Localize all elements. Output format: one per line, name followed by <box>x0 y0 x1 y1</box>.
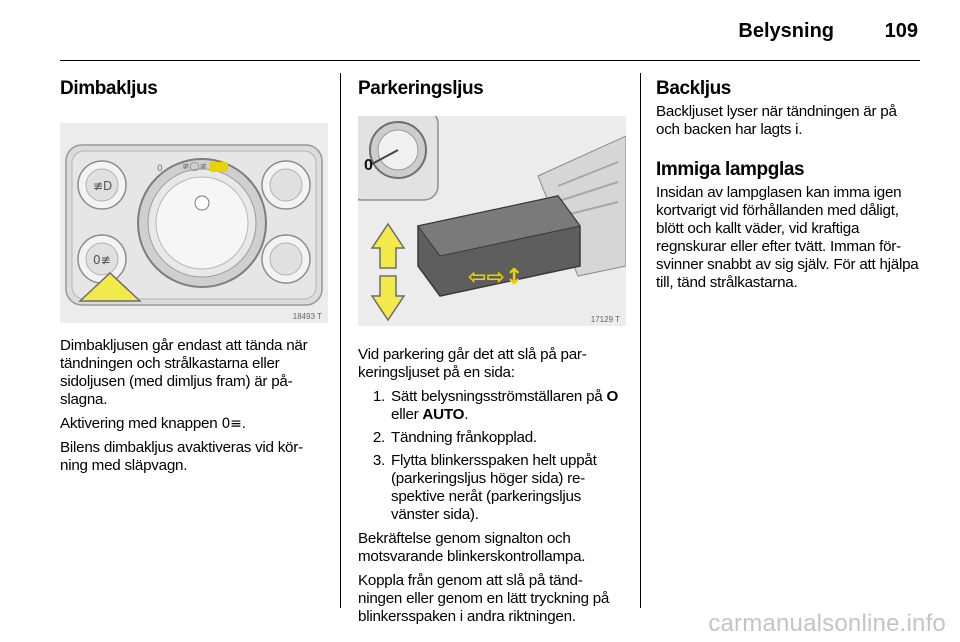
parking-confirm-paragraph: Bekräftelse genom signalton och motsvarande blinkerskontrollampa. <box>358 530 586 565</box>
svg-text:≢D: ≢D <box>93 179 113 193</box>
parking-light-section <box>358 78 626 626</box>
svg-text:≢◯≢: ≢◯≢ <box>182 162 208 172</box>
fogged-lenses-heading: Immiga lampglas <box>656 159 805 180</box>
svg-text:0: 0 <box>157 164 163 174</box>
indicator-stalk-illustration <box>358 116 626 326</box>
parking-light-heading: Parkeringsljus <box>358 78 484 99</box>
parking-intro: Vid parkering går det att slå på par-keringsljuset på en sida: <box>358 346 587 381</box>
section-name: Belysning <box>738 20 834 42</box>
light-switch-illustration <box>60 123 328 323</box>
step-item: 3. Flytta blinkersspaken helt uppåt (parkeringsljus höger sida) re-spektive neråt (parkeringsljus vänster sida). <box>372 452 597 523</box>
svg-text:⇦⇨↕: ⇦⇨↕ <box>468 265 524 290</box>
svg-text:0≢: 0≢ <box>93 253 111 267</box>
rear-fog-light-icon: 0≡ <box>221 416 242 432</box>
header-rule <box>60 60 920 61</box>
rear-fog-light-heading: Dimbakljus <box>60 78 158 99</box>
reversing-light-heading: Backljus <box>656 78 731 99</box>
indicator-stalk-figure <box>358 116 626 326</box>
step-item: 1. Sätt belysningsströmställaren på O eller AUTO. <box>372 388 619 423</box>
reversing-light-section <box>656 78 924 292</box>
light-switch-figure <box>60 123 328 323</box>
activation-text: Aktivering med knappen <box>60 415 218 432</box>
step-item: 2. Tändning frånkopplad. <box>372 429 537 446</box>
fog-light-paragraph-2 <box>60 415 328 433</box>
reversing-light-paragraph: Backljuset lyser när tändningen är på och backen har lagts i. <box>656 103 897 138</box>
figure-code: 18493 T <box>292 312 322 321</box>
fog-light-paragraph-3: Bilens dimbakljus avaktiveras vid kör-ning med släpvagn. <box>60 439 303 474</box>
page-number: 109 <box>884 20 918 42</box>
column-divider-2 <box>640 73 641 608</box>
fog-light-paragraph-1: Dimbakljusen går endast att tända när tändningen och strålkastarna eller sidoljusen (med dimljus fram) är på-slagna. <box>60 337 308 408</box>
rear-fog-light-section <box>60 78 328 475</box>
watermark: carmanualsonline.info <box>708 610 946 637</box>
fogged-lenses-paragraph: Insidan av lampglasen kan imma igen kortvarigt vid förhållanden med dåligt, blött och kallt väder, vid kraftiga regnskurar eller efter tvätt. Imman för-svinner snabbt av sig själv. För att hjälpa till, tänd strålkastarna. <box>656 184 919 291</box>
parking-steps <box>358 388 626 524</box>
figure-code: 17129 T <box>590 315 620 324</box>
switch-position-label: 0 <box>364 157 373 174</box>
activation-end: . <box>241 415 246 432</box>
page-header <box>60 16 920 60</box>
parking-off-paragraph: Koppla från genom att slå på tänd-ningen eller genom en lätt tryckning på blinkersspaken i andra riktningen. <box>358 572 610 625</box>
column-divider-1 <box>340 73 341 608</box>
